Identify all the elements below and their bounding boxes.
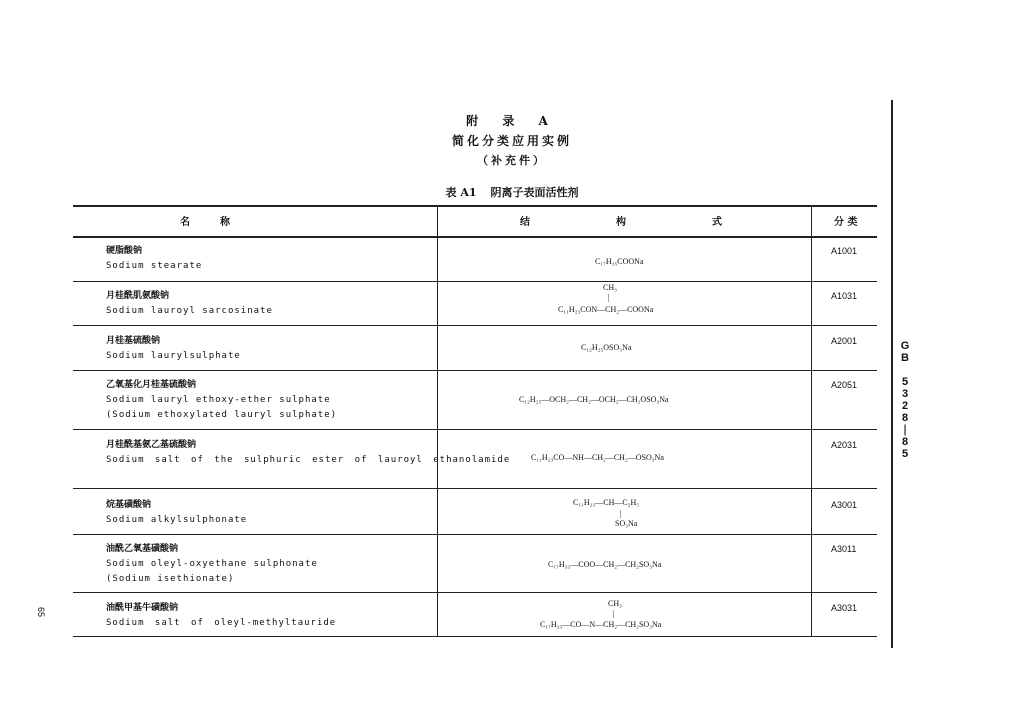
row-divider xyxy=(73,325,877,326)
table-row-name xyxy=(106,244,202,274)
table-row-name xyxy=(106,289,273,319)
standard-code-char: G xyxy=(900,340,910,352)
column-divider xyxy=(811,205,812,637)
name-en: Sodium salt of oleyl-methyltauride xyxy=(106,618,337,628)
category-code: A3031 xyxy=(831,603,858,613)
formula-substituent: CH₃ xyxy=(603,283,617,292)
category-code: A2051 xyxy=(831,380,858,390)
page-border-right xyxy=(891,100,893,648)
table-row-name xyxy=(106,438,510,468)
formula: C₁₁H₂₃CO—NH—CH₂—CH₂—OSO₃Na xyxy=(531,453,664,462)
formula: C₁₇H₃₃—COO—CH₂—CH₂SO₃Na xyxy=(548,560,662,569)
name-zh: 月桂酰肌氨酸钠 xyxy=(106,291,170,301)
name-zh: 烷基磺酸钠 xyxy=(106,500,152,510)
name-zh: 硬脂酸钠 xyxy=(106,246,143,256)
standard-code-char: — xyxy=(899,424,911,436)
row-divider xyxy=(73,429,877,430)
name-en: Sodium lauroyl sarcosinate xyxy=(106,306,273,316)
category-code: A2031 xyxy=(831,440,858,450)
header-structure-3: 式 xyxy=(712,217,722,228)
table-header-rule xyxy=(73,236,877,238)
table-caption xyxy=(0,184,1024,200)
row-divider xyxy=(73,281,877,282)
name-en: Sodium oleyl-oxyethane sulphonate xyxy=(106,559,318,569)
formula: C₁₁H₂₃—CH—C₂H₅ xyxy=(573,498,640,507)
name-zh: 月桂基硫酸钠 xyxy=(106,336,161,346)
standard-code xyxy=(897,340,913,460)
name-en: Sodium alkylsulphonate xyxy=(106,515,248,525)
table-row-name xyxy=(106,498,247,528)
standard-code-char: 8 xyxy=(901,436,909,448)
header-structure-1: 结 xyxy=(520,217,530,228)
name-en: Sodium stearate xyxy=(106,261,203,271)
table-bottom-rule xyxy=(73,636,877,637)
name-zh: 油酰乙氧基磺酸钠 xyxy=(106,544,179,554)
formula: C₁₂H₂₅—OCH₂—CH₂—OCH₂—CH₂OSO₃Na xyxy=(519,395,669,404)
name-zh: 乙氧基化月桂基硫酸钠 xyxy=(106,380,197,390)
formula: C₁₇H₃₃—CO—N—CH₂—CH₂SO₃Na xyxy=(540,620,662,629)
page-number: 65 xyxy=(36,606,47,618)
table-label: 表 A1 xyxy=(445,186,477,199)
appendix-title: 简化分类应用实例 xyxy=(451,134,572,148)
row-divider xyxy=(73,534,877,535)
row-divider xyxy=(73,370,877,371)
category-code: A3011 xyxy=(831,544,857,554)
formula-substituent: SO₃Na xyxy=(615,519,638,528)
formula-bond: | xyxy=(620,509,622,518)
standard-code-char: 8 xyxy=(901,412,909,424)
table-row-name xyxy=(106,601,336,631)
standard-code-char xyxy=(897,364,913,376)
formula: C₁₁H₂₃CON—CH₂—COONa xyxy=(558,305,654,314)
table-row-name xyxy=(106,542,318,587)
header-name: 名 称 xyxy=(180,217,230,228)
formula-bond: | xyxy=(613,609,615,618)
appendix-label: 附 录 A xyxy=(466,114,558,128)
appendix-subtitle: （补充件） xyxy=(477,154,547,167)
table-top-rule xyxy=(73,205,877,207)
formula-substituent: CH₃ xyxy=(608,599,622,608)
category-code: A1031 xyxy=(831,291,858,301)
name-en: Sodium salt of the sulphuric ester of lauroyl ethanolamide xyxy=(106,455,511,465)
column-divider xyxy=(437,205,438,637)
formula: C₁₂H₂₅OSO₃Na xyxy=(581,343,632,352)
standard-code-char: 5 xyxy=(901,448,909,460)
standard-code-char: 2 xyxy=(901,400,909,412)
row-divider xyxy=(73,592,877,593)
category-code: A1001 xyxy=(831,246,858,256)
name-en-alt: (Sodium isethionate) xyxy=(106,574,235,584)
header-structure-2: 构 xyxy=(616,217,626,228)
category-code: A2001 xyxy=(831,336,858,346)
standard-code-char: 3 xyxy=(901,388,909,400)
category-code: A3001 xyxy=(831,500,858,510)
standard-code-char: 5 xyxy=(901,376,909,388)
name-en-alt: (Sodium ethoxylated lauryl sulphate) xyxy=(106,410,338,420)
name-zh: 月桂酰基氨乙基硫酸钠 xyxy=(106,440,197,450)
name-en: Sodium lauryl ethoxy-ether sulphate xyxy=(106,395,331,405)
name-en: Sodium laurylsulphate xyxy=(106,351,241,361)
formula: C₁₇H₃₅COONa xyxy=(595,257,644,266)
table-title: 阴离子表面活性剂 xyxy=(490,186,579,199)
name-zh: 油酰甲基牛磺酸钠 xyxy=(106,603,179,613)
table-row-name xyxy=(106,378,337,423)
formula-bond: | xyxy=(608,293,610,302)
header-category: 分 类 xyxy=(834,217,858,228)
row-divider xyxy=(73,488,877,489)
table-row-name xyxy=(106,334,241,364)
standard-code-char: B xyxy=(901,352,909,364)
